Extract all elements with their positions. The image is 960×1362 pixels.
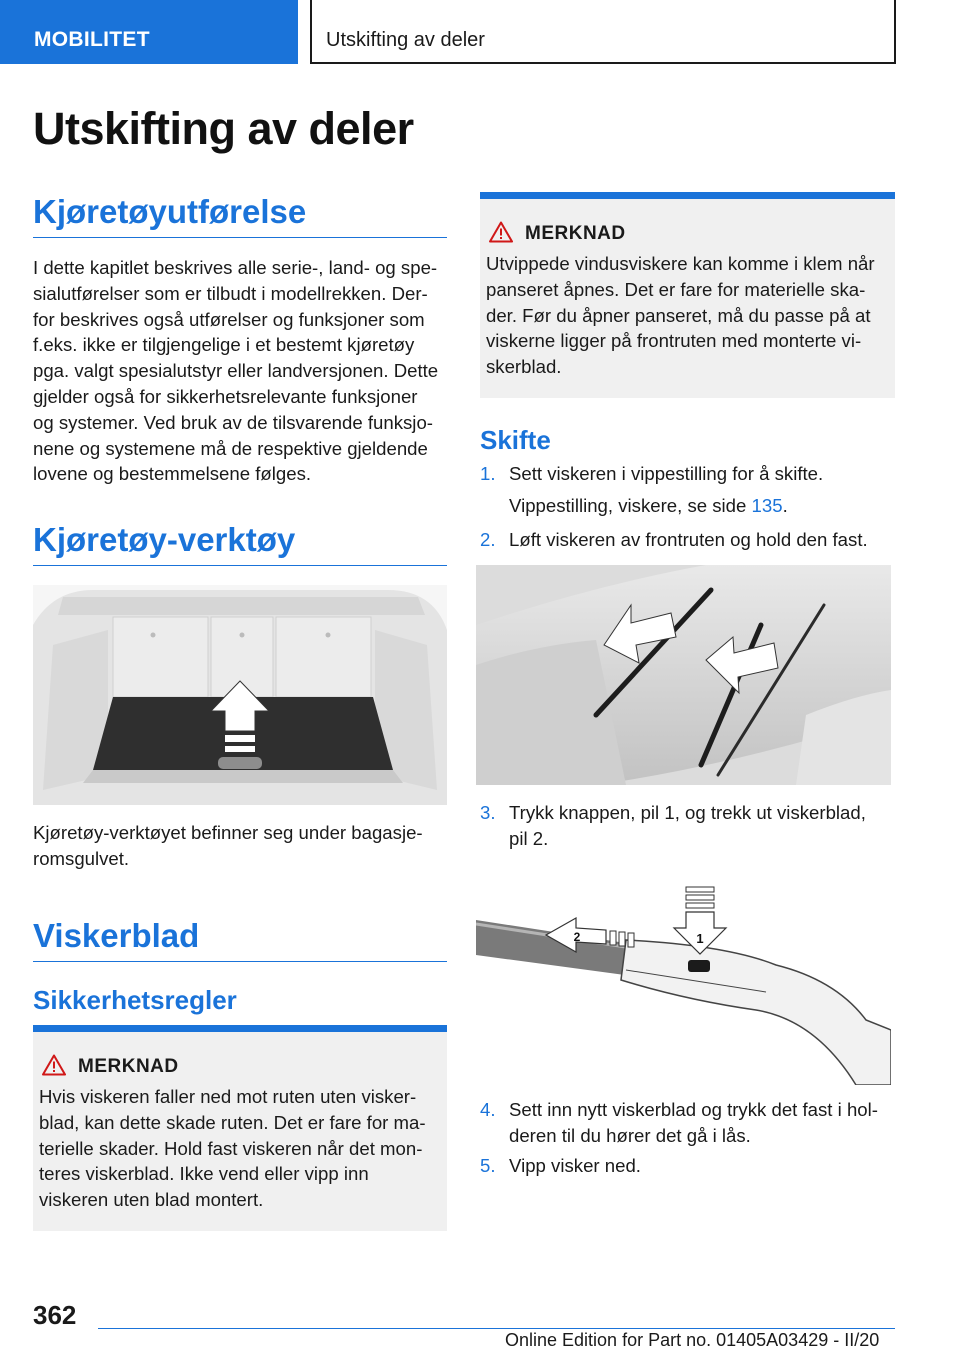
chapter-header: [310, 0, 896, 64]
text-line: Utvippede vindusviskere kan komme i klem når: [486, 253, 875, 274]
trunk-floor-illustration: [33, 585, 447, 805]
page-number: 362: [33, 1300, 77, 1330]
text-line: Sett inn nytt viskerblad og trykk det fast i hol-: [509, 1099, 878, 1120]
text-line: der. Før du åpner panseret, må du passe på at: [486, 304, 871, 326]
step-number: 2.: [480, 529, 496, 550]
page-link[interactable]: 135: [751, 495, 783, 516]
text-line: I dette kapitlet beskrives alle serie-, land- og spe-: [33, 257, 438, 278]
step-subtext: [509, 493, 895, 519]
page-title: Utskifting av deler: [33, 103, 414, 154]
step-text: Sett viskeren i vippestilling for å skifte.: [509, 463, 824, 484]
chapter-label: Utskifting av deler: [326, 29, 485, 51]
warning-triangle-icon: [42, 1054, 66, 1076]
text-line: for beskrives også utførelser og funksjoner som: [33, 308, 425, 330]
reference-end: .: [782, 495, 788, 516]
text-line: Hvis viskeren faller ned mot ruten uten visker-: [39, 1086, 417, 1107]
step-number: 5.: [480, 1155, 496, 1176]
text-line: pga. valgt spesialutstyr eller landversjonen. Dette: [33, 360, 439, 382]
text-line: terielle skader. Hold fast viskeren når det mon-: [39, 1137, 423, 1159]
step-text: Vipp visker ned.: [509, 1155, 641, 1176]
notice-title: MERKNAD: [78, 1056, 179, 1077]
text-line: og systemer. Ved bruk av de tilsvarende funksjo-: [33, 411, 433, 433]
text-line: f.eks. ikke er tilgjengelige i et bestemt kjøretøy: [33, 334, 415, 356]
text-line: romsgulvet.: [33, 847, 130, 869]
text-line: nene og systemene må de respektive gjeldende: [33, 437, 428, 459]
section-label: MOBILITET: [34, 28, 150, 51]
section-tab: [0, 0, 298, 64]
heading-replace: Skifte: [480, 425, 551, 455]
notice-box-wiper: [33, 1025, 447, 1231]
text-line: panseret åpnes. Det er fare for materielle ska-: [486, 278, 866, 300]
step-number: 1.: [480, 463, 496, 484]
arrow-1-label: 1: [696, 931, 704, 946]
vehicle-version-text: [33, 255, 453, 487]
notice-box-hood: [480, 192, 895, 398]
step-text: Løft viskeren av frontruten og hold den fast.: [509, 529, 868, 550]
heading-vehicle-version: Kjøretøyutførelse: [33, 193, 447, 238]
notice-title: MERKNAD: [525, 223, 626, 244]
text-line: lovene og bestemmelsene følges.: [33, 463, 312, 485]
text-line: Kjøretøy-verktøyet befinner seg under bagasje-: [33, 822, 423, 843]
text-line: viskeren uten blad montert.: [39, 1189, 264, 1211]
notice-text: [39, 1084, 426, 1213]
text-line: Trykk knappen, pil 1, og trekk ut viskerblad,: [509, 802, 866, 823]
text-line: viskerne ligger på frontruten med monterte vi-: [486, 330, 862, 352]
text-line: sialutførelser som er tilbudt i modellrekken. Der-: [33, 282, 428, 304]
text-line: teres viskerblad. Ikke vend eller vipp inn: [39, 1163, 369, 1185]
step-text: [509, 1097, 895, 1149]
text-line: deren til du hører det gå i lås.: [509, 1124, 751, 1146]
arrow-2-label: 2: [573, 930, 581, 944]
text-line: gjelder også for sikkerhetsrelevante funksjoner: [33, 385, 418, 407]
footer-divider: [98, 1328, 895, 1329]
wiper-blade-release-illustration: [476, 880, 891, 1085]
heading-safety-rules: Sikkerhetsregler: [33, 985, 237, 1015]
reference-text: Vippestilling, viskere, se side: [509, 495, 752, 516]
edition-info: Online Edition for Part no. 01405A03429 - II/20: [505, 1330, 880, 1350]
step-number: 3.: [480, 802, 496, 823]
text-line: pil 2.: [509, 827, 549, 849]
step-text: [509, 800, 895, 852]
heading-vehicle-tools: Kjøretøy-verktøy: [33, 521, 447, 566]
text-line: blad, kan dette skade ruten. Det er fare for ma-: [39, 1111, 426, 1133]
heading-wiper-blade: Viskerblad: [33, 917, 447, 962]
windshield-wiper-illustration: [476, 565, 891, 785]
step-number: 4.: [480, 1099, 496, 1120]
tools-location-text: [33, 820, 453, 872]
warning-triangle-icon: [489, 221, 513, 243]
notice-text: [486, 251, 875, 380]
text-line: skerblad.: [486, 356, 562, 378]
